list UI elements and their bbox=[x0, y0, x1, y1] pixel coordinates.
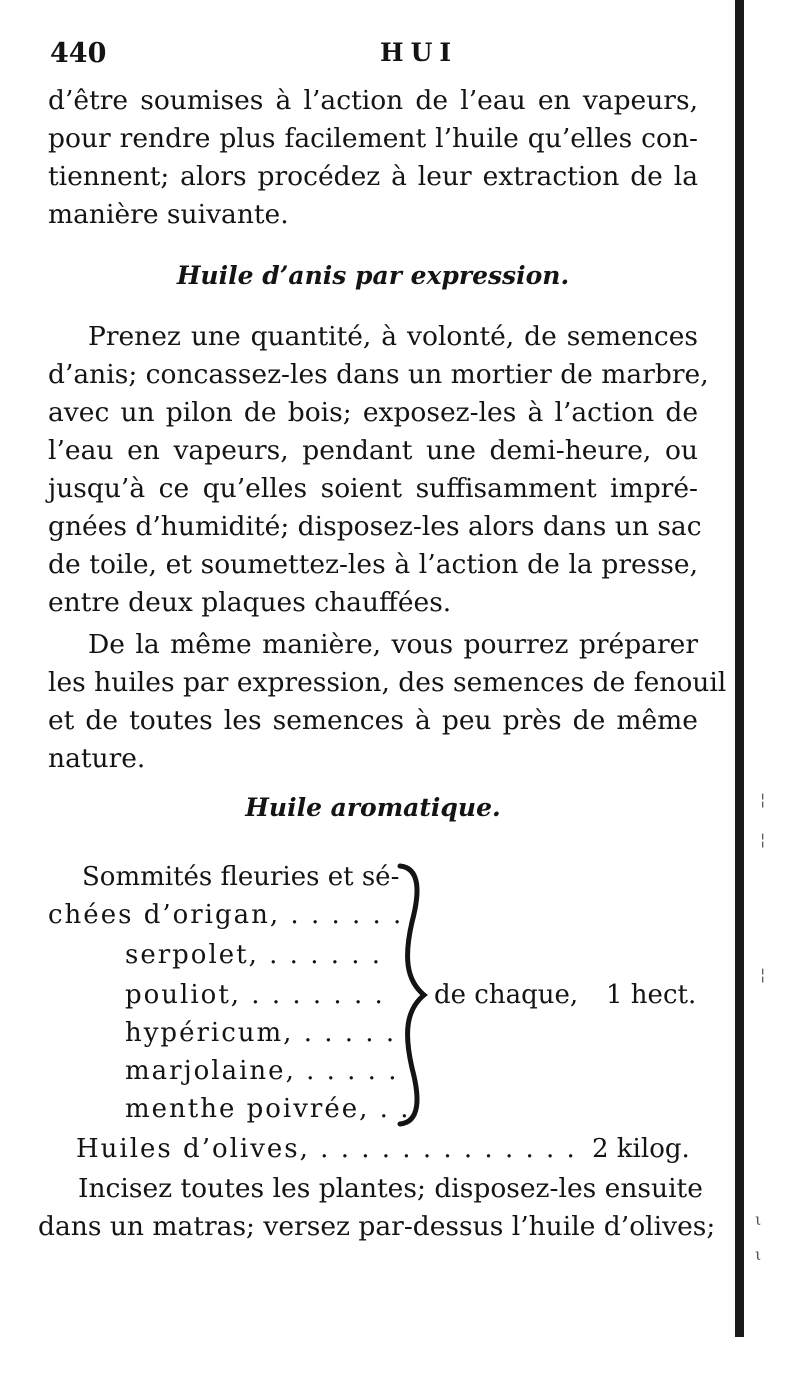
paragraph-line: jusqu’à ce qu’elles soient suffisamment impré- bbox=[48, 473, 698, 504]
paragraph-line: l’eau en vapeurs, pendant une demi-heure, ou bbox=[48, 435, 698, 466]
bracket-quantity: de chaque, bbox=[434, 980, 579, 1010]
margin-speck: ι bbox=[755, 1245, 762, 1264]
margin-speck: ¦ bbox=[760, 790, 766, 809]
bracket-amount: 1 hect. bbox=[606, 980, 697, 1010]
paragraph-line: gnées d’humidité; disposez-les alors dans un sac bbox=[48, 511, 702, 542]
ingredient-line: marjolaine, . . . . . bbox=[125, 1056, 399, 1086]
paragraph-line: et de toutes les semences à peu près de même bbox=[48, 705, 698, 736]
curly-brace-icon bbox=[394, 862, 434, 1128]
paragraph-line: nature. bbox=[48, 743, 146, 774]
ingredient-line: pouliot, . . . . . . . bbox=[125, 980, 385, 1010]
paragraph-line: Prenez une quantité, à volonté, de semences bbox=[88, 321, 698, 352]
ingredient-line: Sommités fleuries et sé- bbox=[82, 862, 400, 892]
paragraph-line: De la même manière, vous pourrez préparer bbox=[88, 629, 698, 660]
page-number: 440 bbox=[50, 38, 107, 69]
paragraph-line: les huiles par expression, des semences de fenouil bbox=[48, 667, 727, 698]
paragraph-line: Incisez toutes les plantes; disposez-les ensuite bbox=[78, 1173, 703, 1204]
ingredient-line: chées d’origan, . . . . . . bbox=[48, 900, 404, 930]
margin-speck: ι bbox=[755, 1210, 762, 1229]
oil-line: Huiles d’olives, . . . . . . . . . . . . . bbox=[76, 1134, 577, 1164]
ingredient-line: menthe poivrée, . . bbox=[125, 1094, 411, 1124]
section-heading-aromatique: Huile aromatique. bbox=[245, 793, 501, 822]
intro-line: pour rendre plus facilement l’huile qu’elles con- bbox=[48, 123, 698, 154]
oil-amount: 2 kilog. bbox=[592, 1134, 690, 1164]
running-head: HUI bbox=[380, 38, 459, 67]
binding-edge-rule bbox=[735, 0, 744, 1337]
ingredient-line: hypéricum, . . . . . bbox=[125, 1018, 397, 1048]
intro-line: tiennent; alors procédez à leur extraction de la bbox=[48, 161, 698, 192]
paragraph-line: de toile, et soumettez-les à l’action de la presse, bbox=[48, 549, 698, 580]
intro-line: d’être soumises à l’action de l’eau en vapeurs, bbox=[48, 85, 698, 116]
page-header bbox=[50, 38, 700, 72]
paragraph-line: dans un matras; versez par-dessus l’huile d’olives; bbox=[38, 1211, 716, 1242]
section-heading-anis: Huile d’anis par expression. bbox=[176, 261, 570, 290]
paragraph-line: avec un pilon de bois; exposez-les à l’action de bbox=[48, 397, 698, 428]
margin-speck: ¦ bbox=[760, 830, 766, 849]
paragraph-line: entre deux plaques chauffées. bbox=[48, 587, 452, 618]
margin-speck: ¦ bbox=[760, 965, 766, 984]
paragraph-line: d’anis; concassez-les dans un mortier de marbre, bbox=[48, 359, 709, 390]
ingredient-line: serpolet, . . . . . . bbox=[125, 940, 383, 970]
intro-line: manière suivante. bbox=[48, 199, 289, 230]
